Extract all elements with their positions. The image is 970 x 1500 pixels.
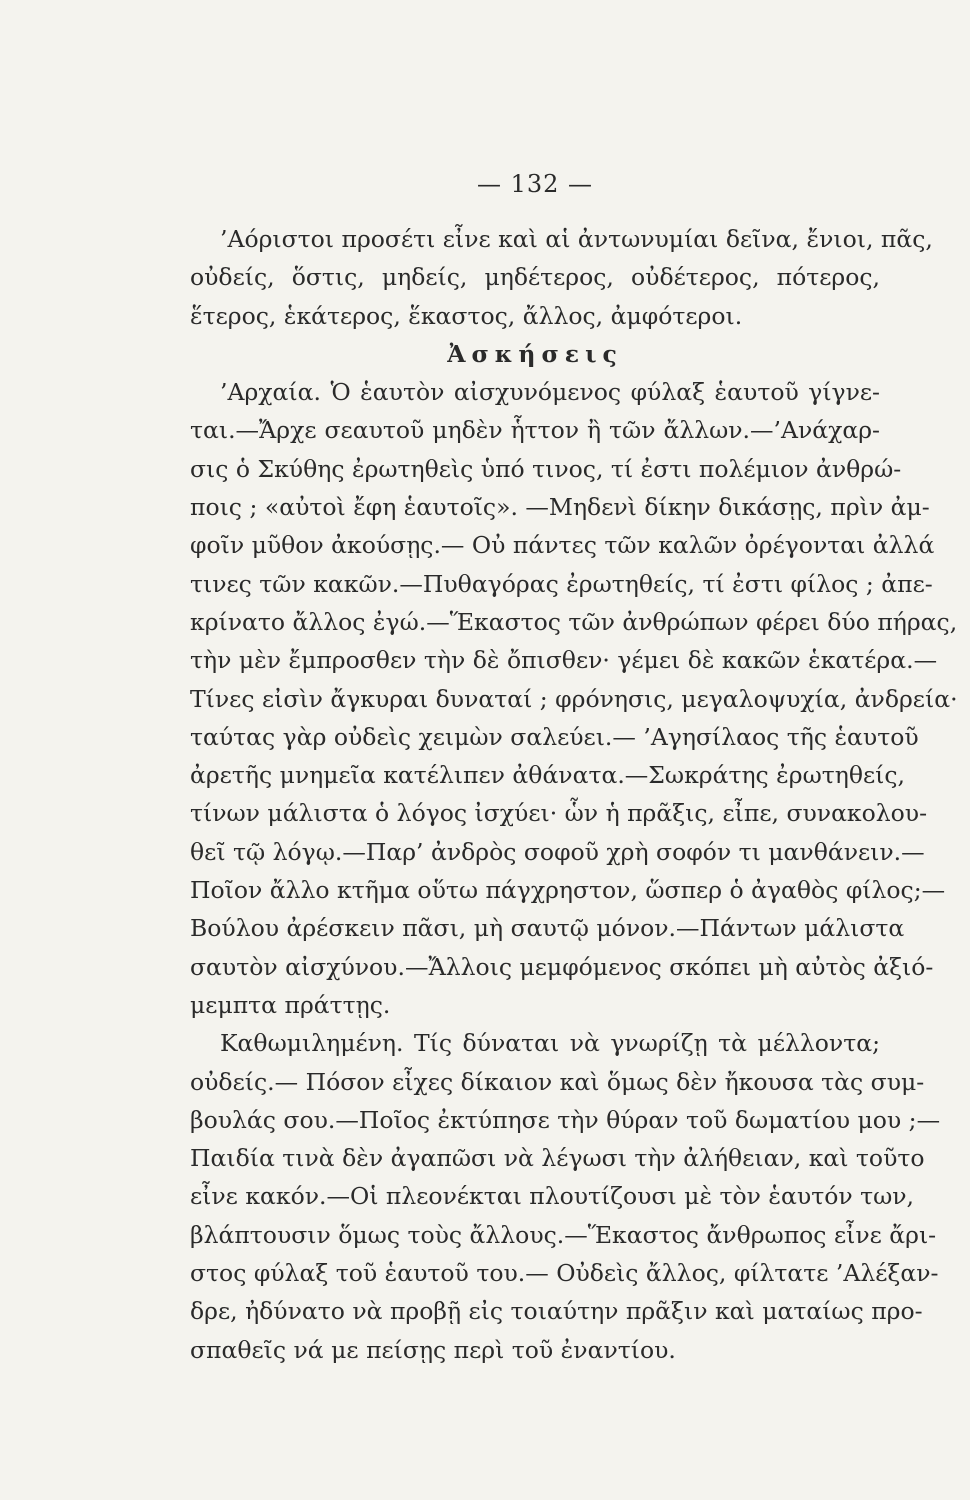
text-line: ταύτας γὰρ οὐδεὶς χειμὼν σαλεύει.— ’Αγησίλαος τῆς ἑαυτοῦ (190, 722, 919, 751)
text-line: τὴν μὲν ἔμπροσθεν τὴν δὲ ὄπισθεν· γέμει δὲ κακῶν ἑκατέρα.— (190, 646, 938, 675)
text-line: Βούλου ἀρέσκειν πᾶσι, μὴ σαυτῷ μόνον.—Πάντων μάλιστα (190, 914, 905, 943)
text-line: κρίνατο ἄλλος ἐγώ.—Ἕκαστος τῶν ἀνθρώπων φέρει δύο πήρας, (190, 607, 958, 636)
text-line: θεῖ τῷ λόγῳ.—Παρ’ ἀνδρὸς σοφοῦ χρὴ σοφόν τι μανθάνειν.— (190, 837, 925, 866)
text-line: οὐδείς.— Πόσον εἶχες δίκαιον καὶ ὅμως δὲν ἤκουσα τὰς συμ- (190, 1067, 925, 1096)
text-line: ’Αόριστοι προσέτι εἶνε καὶ αἱ ἀντωνυμίαι δεῖνα, ἔνιοι, πᾶς, (220, 225, 933, 253)
text-line: ἀρετῆς μνημεῖα κατέλιπεν ἀθάνατα.—Σωκράτης ἐρωτηθείς, (190, 761, 906, 790)
text-line: ἕτερος, ἑκάτερος, ἕκαστος, ἄλλος, ἀμφότεροι. (190, 301, 743, 330)
text-line: Ποῖον ἄλλο κτῆμα οὕτω πάγχρηστον, ὥσπερ ὁ ἀγαθὸς φίλος;— (190, 876, 946, 905)
text-line: βλάπτουσιν ὅμως τοὺς ἄλλους.—Ἕκαστος ἄνθρωπος εἶνε ἄρι- (190, 1220, 937, 1249)
text-line: μεμπτα πράττῃς. (190, 990, 391, 1019)
text-line: δρε, ἠδύνατο νὰ προβῇ εἰς τοιαύτην πρᾶξιν καὶ ματαίως προ- (190, 1297, 923, 1326)
text-line: ται.—Ἄρχε σεαυτοῦ μηδὲν ἧττον ἢ τῶν ἄλλων.—’Ανάχαρ- (190, 416, 880, 445)
text-line: οὐδείς, ὅστις, μηδείς, μηδέτερος, οὐδέτερος, πότερος, (190, 263, 880, 292)
text-line: Καθωμιλημένη. Τίς δύναται νὰ γνωρίζῃ τὰ μέλλοντα; (220, 1029, 880, 1058)
text-line: Παιδία τινὰ δὲν ἀγαπῶσι νὰ λέγωσι τὴν ἀλήθειαν, καὶ τοῦτο (190, 1144, 925, 1173)
text-line: ποις ; «αὐτοὶ ἔφη ἑαυτοῖς». —Μηδενὶ δίκην δικάσῃς, πρὶν ἀμ- (190, 493, 930, 522)
text-line: τίνων μάλιστα ὁ λόγος ἰσχύει· ὧν ἡ πρᾶξις, εἶπε, συνακολου- (190, 799, 928, 828)
text-body (190, 220, 958, 1369)
text-line: φοῖν μῦθον ἀκούσῃς.— Οὐ πάντες τῶν καλῶν ὀρέγονται ἀλλά (190, 531, 935, 560)
text-line: τινες τῶν κακῶν.—Πυθαγόρας ἐρωτηθείς, τί ἐστι φίλος ; ἀπε- (190, 569, 933, 598)
text-line: ’Αρχαία. Ὁ ἑαυτὸν αἰσχυνόμενος φύλαξ ἑαυτοῦ γίγνε- (220, 378, 880, 407)
text-line: σις ὁ Σκύθης ἐρωτηθεὶς ὑπό τινος, τί ἐστι πολέμιον ἀνθρώ- (190, 454, 902, 483)
page-number: — 132 — (476, 170, 594, 198)
text-line: σαυτὸν αἰσχύνου.—Ἄλλοις μεμφόμενος σκόπει μὴ αὐτὸς ἀξιό- (190, 952, 934, 981)
text-line: εἶνε κακόν.—Οἱ πλεονέκται πλουτίζουσι μὲ τὸν ἑαυτόν των, (190, 1182, 915, 1211)
text-line: σπαθεῖς νά με πείσῃς περὶ τοῦ ἐναντίου. (190, 1335, 676, 1364)
text-line: στος φύλαξ τοῦ ἑαυτοῦ του.— Οὐδεὶς ἄλλος, φίλτατε ’Αλέξαν- (190, 1259, 939, 1288)
text-line: βουλάς σου.—Ποῖος ἐκτύπησε τὴν θύραν τοῦ δωματίου μου ;— (190, 1105, 941, 1134)
section-heading: Ἀσκήσεις (447, 339, 623, 368)
text-line: Τίνες εἰσὶν ἄγκυραι δυναταί ; φρόνησις, μεγαλοψυχία, ἀνδρεία· (190, 684, 958, 713)
